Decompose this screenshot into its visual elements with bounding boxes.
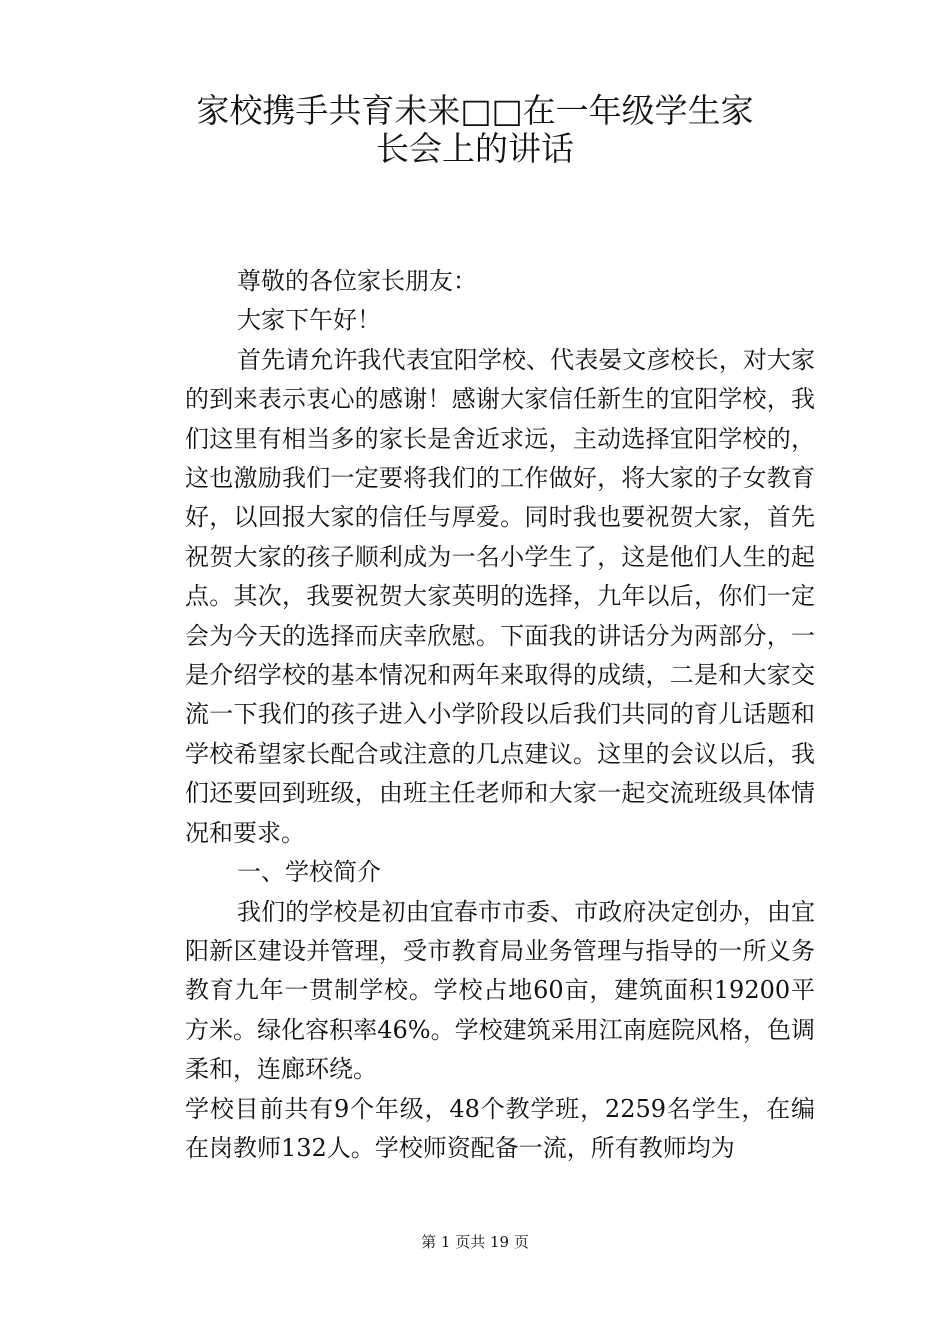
school-stats-paragraph: 学校目前共有9个年级，48个教学班，2259名学生，在编在岗教师132人。学校师资配备一流，所有教师均为 (185, 1094, 815, 1162)
intro-paragraph: 首先请允许我代表宜阳学校、代表晏文彦校长，对大家的到来表示衷心的感谢！感谢大家信任新生的宜阳学校，我们这里有相当多的家长是舍近求远，主动选择宜阳学校的，这也激励我们一定要将我们的工作做好，将大家的子女教育好，以回报大家的信任与厚爱。同时我也要祝贺大家，首先祝贺大家的孩子顺利成为一名小学生了，这是他们人生的起点。其次，我要祝贺大家英明的选择，九年以后，你们一定会为今天的选择而庆幸欣慰。下面我的讲话分为两部分，一是介绍学校的基本情况和两年来取得的成绩，二是和大家交流一下我们的孩子进入小学阶段以后我们共同的育儿话题和学校希望家长配合或注意的几点建议。这里的会议以后，我们还要回到班级，由班主任老师和大家一起交流班级具体情况和要求。 (185, 345, 815, 847)
document-title (150, 92, 800, 168)
greeting: 大家下午好！ (237, 306, 381, 335)
section-heading: 一、学校简介 (237, 858, 381, 887)
salutation: 尊敬的各位家长朋友： (237, 267, 477, 295)
document-body (185, 262, 815, 1168)
school-intro-paragraph: 我们的学校是初由宜春市市委、市政府决定创办，由宜阳新区建设并管理，受市教育局业务管理与指导的一所义务教育九年一贯制学校。学校占地60亩，建筑面积19200平方米。绿化容积率46%。学校建筑采用江南庭院风格，色调柔和，连廊环绕。 (185, 897, 815, 1084)
title-line-2: 长会上的讲话 (376, 129, 574, 168)
title-line-1: 家校携手共育未来□□在一年级学生家 (196, 91, 754, 130)
page-footer: 第 1 页共 19 页 (421, 1233, 529, 1251)
